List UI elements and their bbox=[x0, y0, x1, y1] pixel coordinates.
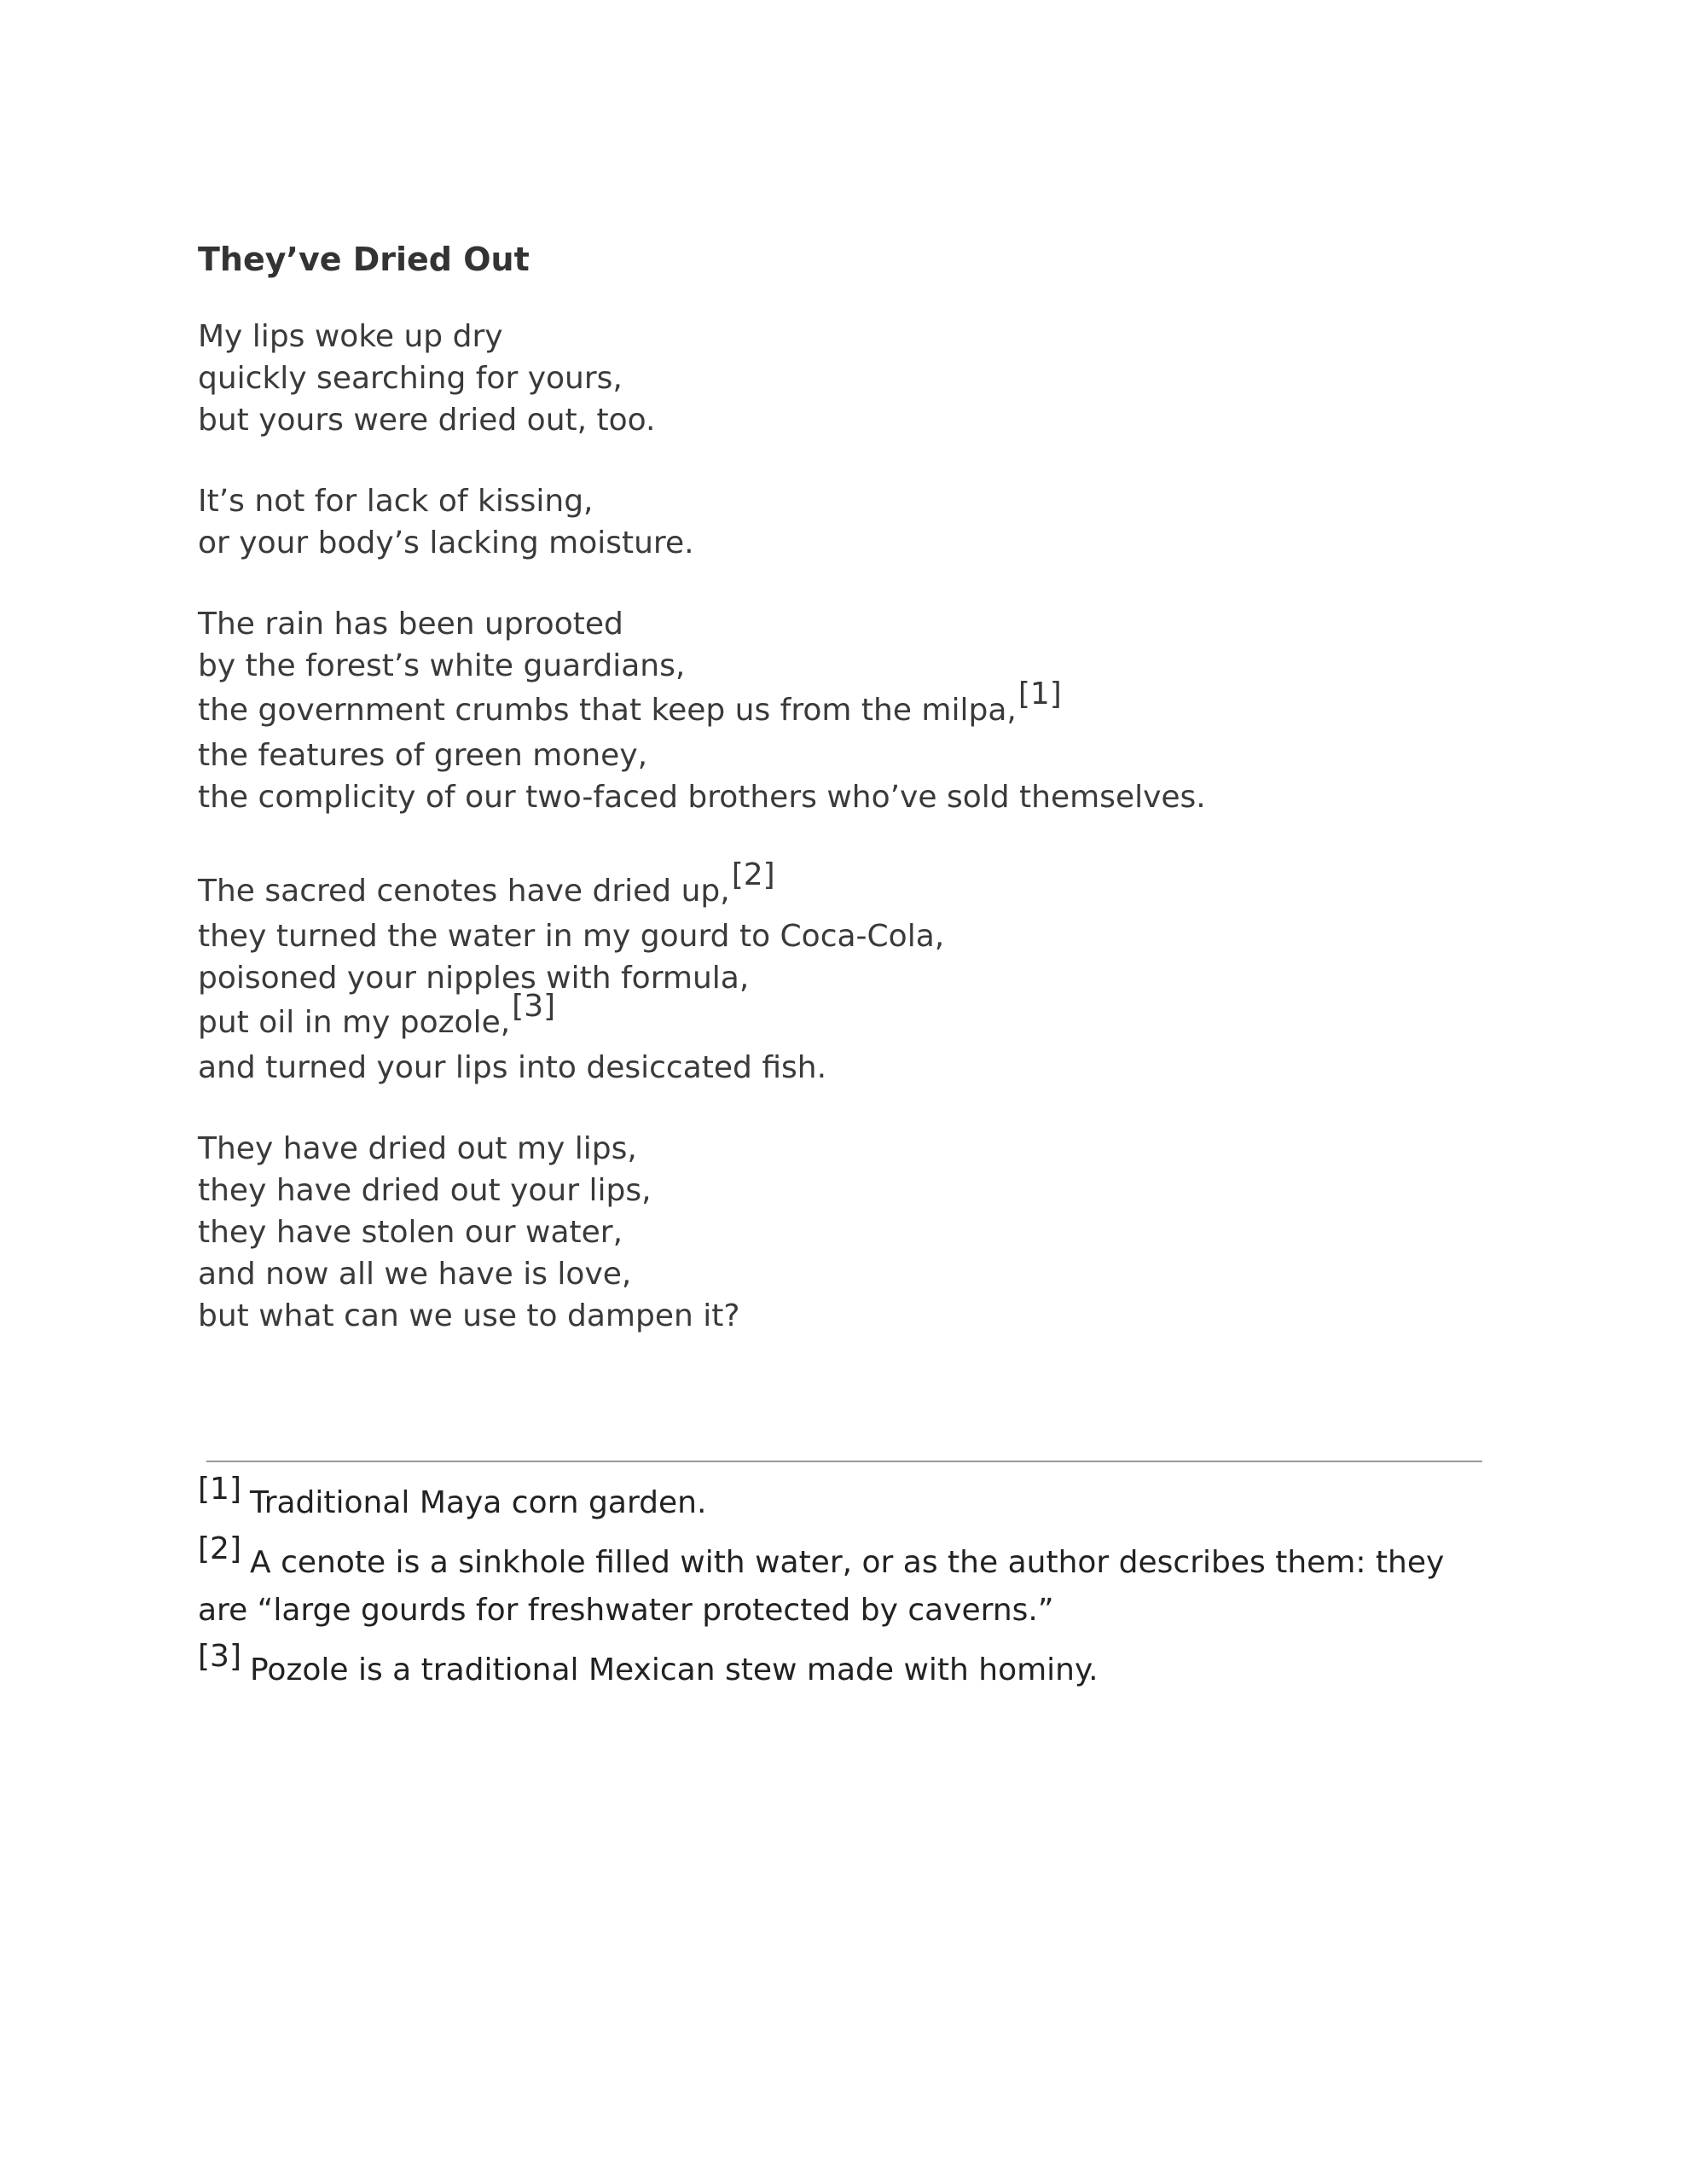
poem-line: They have dried out my lips, bbox=[198, 1131, 637, 1166]
poem-line-with-ref bbox=[198, 857, 1494, 915]
footnote-reference-link[interactable]: [3] bbox=[512, 989, 556, 1024]
poem-line: or your body’s lacking moisture. bbox=[198, 526, 694, 561]
footnote-backlink[interactable]: [2] bbox=[198, 1531, 241, 1566]
poem-title: They’ve Dried Out bbox=[198, 241, 530, 278]
footnote bbox=[198, 1531, 1494, 1635]
poem-line: they have stolen our water, bbox=[198, 1215, 623, 1250]
stanza bbox=[198, 316, 1494, 441]
poem-line: poisoned your nipples with formula, bbox=[198, 961, 750, 996]
footnotes-section bbox=[198, 1472, 1494, 1706]
stanza bbox=[198, 603, 1494, 818]
poem-line: but what can we use to dampen it? bbox=[198, 1298, 740, 1333]
footnote-text: Pozole is a traditional Mexican stew made with hominy. bbox=[250, 1653, 1099, 1687]
poem-line: the features of green money, bbox=[198, 738, 648, 773]
footnote-backlink[interactable]: [3] bbox=[198, 1639, 241, 1674]
footnote-reference-link[interactable]: [1] bbox=[1017, 677, 1062, 712]
poem-line: they turned the water in my gourd to Coca-Cola, bbox=[198, 919, 945, 954]
poem-line-text: put oil in my pozole, bbox=[198, 1005, 511, 1040]
stanza bbox=[198, 1128, 1494, 1337]
footnote-reference-link[interactable]: [2] bbox=[731, 857, 775, 892]
footnote-divider bbox=[206, 1461, 1482, 1462]
footnote-text: Traditional Maya corn garden. bbox=[250, 1485, 707, 1520]
poem-line: and now all we have is love, bbox=[198, 1257, 632, 1292]
poem-line: My lips woke up dry bbox=[198, 319, 503, 354]
poem-page bbox=[198, 237, 1494, 1687]
footnote-backlink[interactable]: [1] bbox=[198, 1472, 241, 1507]
poem-line: by the forest’s white guardians, bbox=[198, 648, 686, 683]
poem-line: It’s not for lack of kissing, bbox=[198, 484, 594, 519]
stanza bbox=[198, 480, 1494, 564]
poem-line: and turned your lips into desiccated fish. bbox=[198, 1050, 827, 1085]
poem-line: they have dried out your lips, bbox=[198, 1173, 652, 1208]
poem-line: but yours were dried out, too. bbox=[198, 403, 656, 438]
poem-line: The rain has been uprooted bbox=[198, 607, 623, 642]
stanza bbox=[198, 857, 1494, 1089]
poem-line-with-ref bbox=[198, 989, 1494, 1047]
poem-line-text: The sacred cenotes have dried up, bbox=[198, 874, 730, 909]
poem-line-with-ref bbox=[198, 677, 1494, 735]
poem-line: the complicity of our two-faced brothers who’ve sold themselves. bbox=[198, 780, 1206, 815]
footnote-text: A cenote is a sinkhole filled with water, or as the author describes them: they are “large gourds for freshwater protected by caverns.” bbox=[198, 1545, 1445, 1628]
footnote bbox=[198, 1639, 1494, 1694]
poem-line: quickly searching for yours, bbox=[198, 361, 623, 396]
poem-line-text: the government crumbs that keep us from the milpa, bbox=[198, 693, 1017, 728]
footnote bbox=[198, 1472, 1494, 1527]
